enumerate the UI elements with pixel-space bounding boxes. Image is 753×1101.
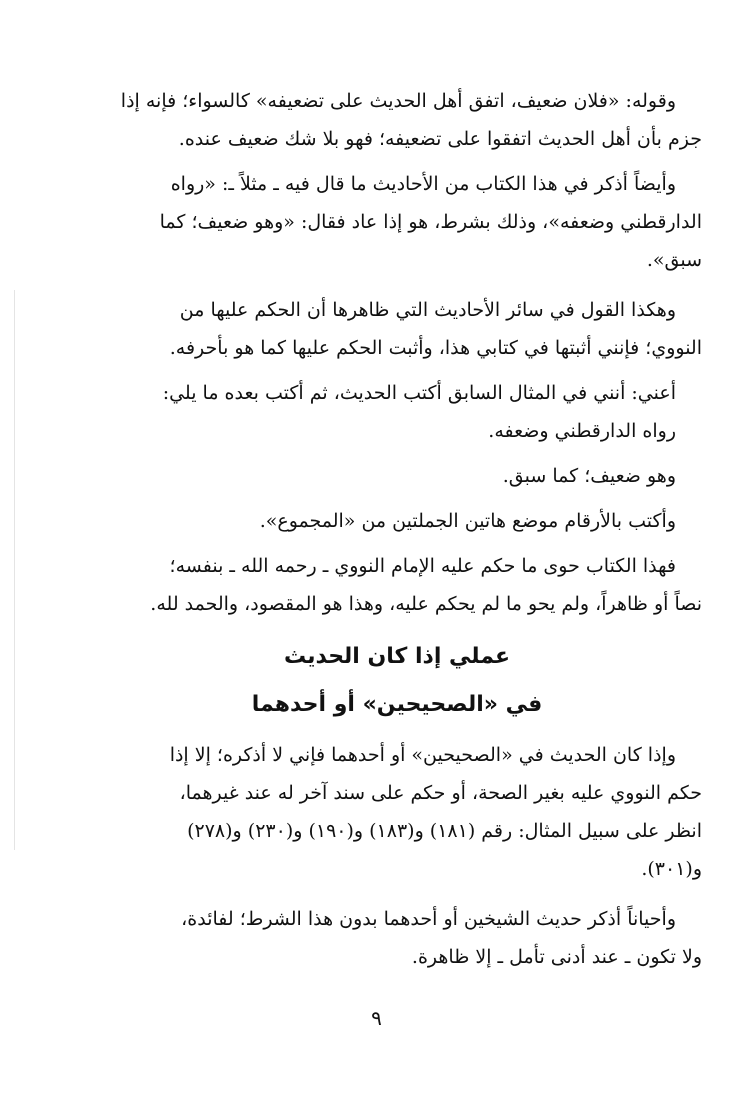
text-line: أعني: أنني في المثال السابق أكتب الحديث، ثم أكتب بعده ما يلي: bbox=[162, 382, 676, 404]
page-number: ٩ bbox=[371, 1006, 382, 1030]
text-line: وهو ضعيف؛ كما سبق. bbox=[502, 465, 676, 487]
text-line: و(٣٠١). bbox=[641, 858, 702, 880]
text-line: نصاً أو ظاهراً، ولم يحو ما لم يحكم عليه، وهذا هو المقصود، والحمد لله. bbox=[150, 593, 702, 615]
paragraph-1 bbox=[92, 82, 702, 158]
text-line: سبق». bbox=[646, 249, 702, 271]
text-line: النووي؛ فإنني أثبتها في كتابي هذا، وأثبت الحكم عليها كما هو بأحرفه. bbox=[169, 337, 702, 359]
text-line: فهذا الكتاب حوى ما حكم عليه الإمام النووي ـ رحمه الله ـ بنفسه؛ bbox=[169, 555, 676, 577]
paragraph-9 bbox=[92, 736, 702, 888]
paragraph-2 bbox=[92, 165, 702, 279]
text-line: جزم بأن أهل الحديث اتفقوا على تضعيفه؛ فهو بلا شك ضعيف عنده. bbox=[178, 128, 702, 150]
section-heading-line-1: عملي إذا كان الحديث bbox=[283, 644, 511, 669]
text-line: الدارقطني وضعفه»، وذلك بشرط، هو إذا عاد فقال: «وهو ضعيف؛ كما bbox=[159, 211, 702, 233]
paragraph-10 bbox=[92, 900, 702, 976]
text-line: وهكذا القول في سائر الأحاديث التي ظاهرها أن الحكم عليها من bbox=[179, 299, 676, 321]
section-heading-line-2: في «الصحيحين» أو أحدهما bbox=[251, 692, 543, 717]
paragraph-7 bbox=[92, 502, 702, 540]
text-line: وقوله: «فلان ضعيف، اتفق أهل الحديث على تضعيفه» كالسواء؛ فإنه إذا bbox=[120, 90, 676, 112]
text-line: وأكتب بالأرقام موضع هاتين الجملتين من «المجموع». bbox=[259, 510, 676, 532]
text-line: حكم النووي عليه بغير الصحة، أو حكم على سند آخر له عند غيرهما، bbox=[179, 782, 702, 804]
paragraph-8 bbox=[92, 547, 702, 623]
paragraph-5 bbox=[92, 412, 702, 450]
text-line: وإذا كان الحديث في «الصحيحين» أو أحدهما فإني لا أذكره؛ إلا إذا bbox=[169, 744, 676, 766]
text-line: وأحياناً أذكر حديث الشيخين أو أحدهما بدون هذا الشرط؛ لفائدة، bbox=[181, 908, 676, 930]
text-line: وأيضاً أذكر في هذا الكتاب من الأحاديث ما قال فيه ـ مثلاً ـ: «رواه bbox=[170, 173, 676, 195]
text-line: ولا تكون ـ عند أدنى تأمل ـ إلا ظاهرة. bbox=[411, 946, 702, 968]
paragraph-4 bbox=[92, 374, 702, 412]
page-edge-rule bbox=[14, 290, 15, 850]
paragraph-3 bbox=[92, 291, 702, 367]
text-line: رواه الدارقطني وضعفه. bbox=[488, 420, 676, 442]
text-line: انظر على سبيل المثال: رقم (١٨١) و(١٨٣) و(١٩٠) و(٢٣٠) و(٢٧٨) bbox=[187, 820, 702, 842]
page-body bbox=[92, 82, 702, 976]
paragraph-6 bbox=[92, 457, 702, 495]
